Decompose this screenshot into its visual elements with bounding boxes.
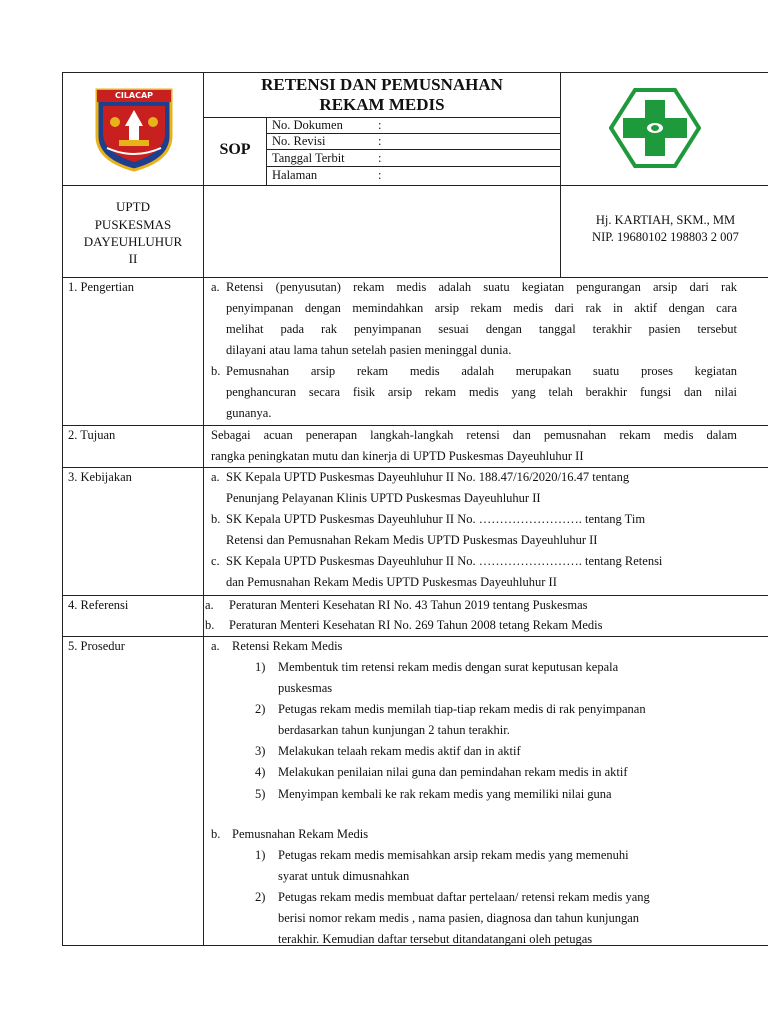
prosedur-a-step-1-line-2: puskesmas bbox=[278, 681, 333, 695]
pengertian-b-line-2: penghancuran secara fisik arsip rekam medis yang telah berakhir fungsi dan nilai bbox=[226, 385, 737, 399]
pengertian-a-line-3: melihat pada rak penyimpanan sesuai dengan tanggal terakhir pasien tersebut bbox=[226, 322, 737, 336]
referensi-item-b: Peraturan Menteri Kesehatan RI No. 269 Tahun 2008 tetang Rekam Medis bbox=[229, 618, 603, 632]
signatory-name: Hj. KARTIAH, SKM., MM bbox=[595, 213, 736, 227]
referensi-marker-a: a. bbox=[205, 598, 214, 612]
referensi-marker-b: b. bbox=[205, 618, 215, 632]
puskesmas-logo bbox=[609, 88, 701, 168]
table-border-top bbox=[62, 72, 768, 73]
prosedur-b-title: Pemusnahan Rekam Medis bbox=[232, 827, 369, 841]
pengertian-marker-a: a. bbox=[211, 280, 220, 294]
pengertian-a-line-2: penyimpanan dengan memindahkan arsip rekam medis dari rak in aktif dengan cara bbox=[226, 301, 737, 315]
meta-sep-revisi: : bbox=[378, 134, 382, 148]
document-title-line2: REKAM MEDIS bbox=[319, 95, 445, 114]
prosedur-b-step-2-line-1: Petugas rekam medis membuat daftar pertelaan/ retensi rekam medis yang bbox=[278, 890, 650, 904]
section-label-kebijakan: 3. Kebijakan bbox=[68, 470, 132, 484]
pengertian-b-line-1: Pemusnahan arsip rekam medis adalah merupakan suatu proses kegiatan bbox=[226, 364, 737, 378]
row-line-tujuan bbox=[62, 425, 768, 426]
kebijakan-a-line-1: SK Kepala UPTD Puskesmas Dayeuhluhur II No. 188.47/16/2020/16.47 tentang bbox=[226, 470, 630, 484]
logo-column-divider bbox=[560, 72, 561, 278]
prosedur-a-step-5-line-1: Menyimpan kembali ke rak rekam medis yang memiliki nilai guna bbox=[278, 787, 612, 801]
kebijakan-marker-c: c. bbox=[211, 554, 220, 568]
prosedur-marker-a: a. bbox=[211, 639, 220, 653]
kebijakan-b-line-2: Retensi dan Pemusnahan Rekam Medis UPTD Puskesmas Dayeuhluhur II bbox=[226, 533, 598, 547]
prosedur-a-step-2-line-1: Petugas rekam medis memilah tiap-tiap rekam medis di rak penyimpanan bbox=[278, 702, 646, 716]
prosedur-a-step-3-num: 3) bbox=[255, 744, 266, 758]
prosedur-b-step-2-line-3: terakhir. Kemudian daftar tersebut ditandatangani oleh petugas bbox=[278, 932, 593, 946]
meta-label-revisi: No. Revisi bbox=[272, 134, 326, 148]
label-column-divider bbox=[203, 72, 204, 946]
prosedur-b-step-2-line-2: berisi nomor rekam medis , nama pasien, diagnosa dan tahun kunjungan bbox=[278, 911, 640, 925]
signatory-nip: NIP. 19680102 198803 2 007 bbox=[592, 230, 739, 244]
meta-label-halaman: Halaman bbox=[272, 168, 318, 182]
cilacap-crest-logo bbox=[93, 86, 175, 172]
sop-label: SOP bbox=[219, 141, 251, 158]
prosedur-a-step-2-line-2: berdasarkan tahun kunjungan 2 tahun terakhir. bbox=[278, 723, 510, 737]
unit-line-4: II bbox=[128, 251, 138, 266]
section-label-tujuan: 2. Tujuan bbox=[68, 428, 116, 442]
prosedur-b-step-1-num: 1) bbox=[255, 848, 266, 862]
row-line-prosedur bbox=[62, 636, 768, 637]
prosedur-marker-b: b. bbox=[211, 827, 221, 841]
meta-sep-dokumen: : bbox=[378, 118, 382, 132]
document-title-line1: RETENSI DAN PEMUSNAHAN bbox=[261, 75, 503, 94]
prosedur-b-step-2-num: 2) bbox=[255, 890, 266, 904]
unit-row-bottom-line bbox=[62, 277, 768, 278]
meta-label-dokumen: No. Dokumen bbox=[272, 118, 343, 132]
title-divider bbox=[204, 117, 560, 118]
prosedur-a-step-4-line-1: Melakukan penilaian nilai guna dan pemindahan rekam medis in aktif bbox=[278, 765, 628, 779]
prosedur-a-step-5-num: 5) bbox=[255, 787, 266, 801]
kebijakan-c-line-1: SK Kepala UPTD Puskesmas Dayeuhluhur II No. ……………………. tentang Retensi bbox=[226, 554, 663, 568]
kebijakan-b-line-1: SK Kepala UPTD Puskesmas Dayeuhluhur II No. ……………………. tentang Tim bbox=[226, 512, 646, 526]
referensi-item-a: Peraturan Menteri Kesehatan RI No. 43 Tahun 2019 tentang Puskesmas bbox=[229, 598, 588, 612]
crest-banner-text: CILACAP bbox=[114, 91, 154, 100]
table-border-left bbox=[62, 72, 63, 946]
prosedur-a-step-1-line-1: Membentuk tim retensi rekam medis dengan surat keputusan kepala bbox=[278, 660, 619, 674]
prosedur-a-step-1-num: 1) bbox=[255, 660, 266, 674]
meta-sep-tanggal: : bbox=[378, 151, 382, 165]
prosedur-b-step-1-line-1: Petugas rekam medis memisahkan arsip rekam medis yang memenuhi bbox=[278, 848, 629, 862]
pengertian-marker-b: b. bbox=[211, 364, 221, 378]
kebijakan-a-line-2: Penunjang Pelayanan Klinis UPTD Puskesmas Dayeuhluhur II bbox=[226, 491, 541, 505]
pengertian-a-line-1: Retensi (penyusutan) rekam medis adalah suatu kegiatan pengurangan arsip dari rak bbox=[226, 280, 737, 294]
tujuan-line-1: Sebagai acuan penerapan langkah-langkah retensi dan pemusnahan rekam medis dalam bbox=[211, 428, 737, 442]
section-label-referensi: 4. Referensi bbox=[68, 598, 129, 612]
pengertian-b-line-3: gunanya. bbox=[226, 406, 272, 420]
sop-column-divider bbox=[266, 117, 267, 185]
kebijakan-c-line-2: dan Pemusnahan Rekam Medis UPTD Puskesmas Dayeuhluhur II bbox=[226, 575, 557, 589]
header-bottom-line bbox=[62, 185, 768, 186]
prosedur-a-step-3-line-1: Melakukan telaah rekam medis aktif dan in aktif bbox=[278, 744, 521, 758]
kebijakan-marker-b: b. bbox=[211, 512, 221, 526]
unit-line-1: UPTD bbox=[116, 199, 150, 214]
prosedur-a-title: Retensi Rekam Medis bbox=[232, 639, 343, 653]
prosedur-a-step-4-num: 4) bbox=[255, 765, 266, 779]
unit-line-3: DAYEUHLUHUR bbox=[83, 234, 183, 249]
pengertian-a-line-4: dilayani atau lama tahun setelah pasien meninggal dunia. bbox=[226, 343, 512, 357]
meta-sep-halaman: : bbox=[378, 168, 382, 182]
section-label-pengertian: 1. Pengertian bbox=[68, 280, 134, 294]
kebijakan-marker-a: a. bbox=[211, 470, 220, 484]
row-line-kebijakan bbox=[62, 467, 768, 468]
row-line-referensi bbox=[62, 595, 768, 596]
meta-label-tanggal: Tanggal Terbit bbox=[272, 151, 345, 165]
unit-line-2: PUSKESMAS bbox=[94, 217, 172, 232]
section-label-prosedur: 5. Prosedur bbox=[68, 639, 125, 653]
tujuan-line-2: rangka peningkatan mutu dan kinerja di UPTD Puskesmas Dayeuhluhur II bbox=[211, 449, 584, 463]
prosedur-a-step-2-num: 2) bbox=[255, 702, 266, 716]
prosedur-b-step-1-line-2: syarat untuk dimusnahkan bbox=[278, 869, 410, 883]
